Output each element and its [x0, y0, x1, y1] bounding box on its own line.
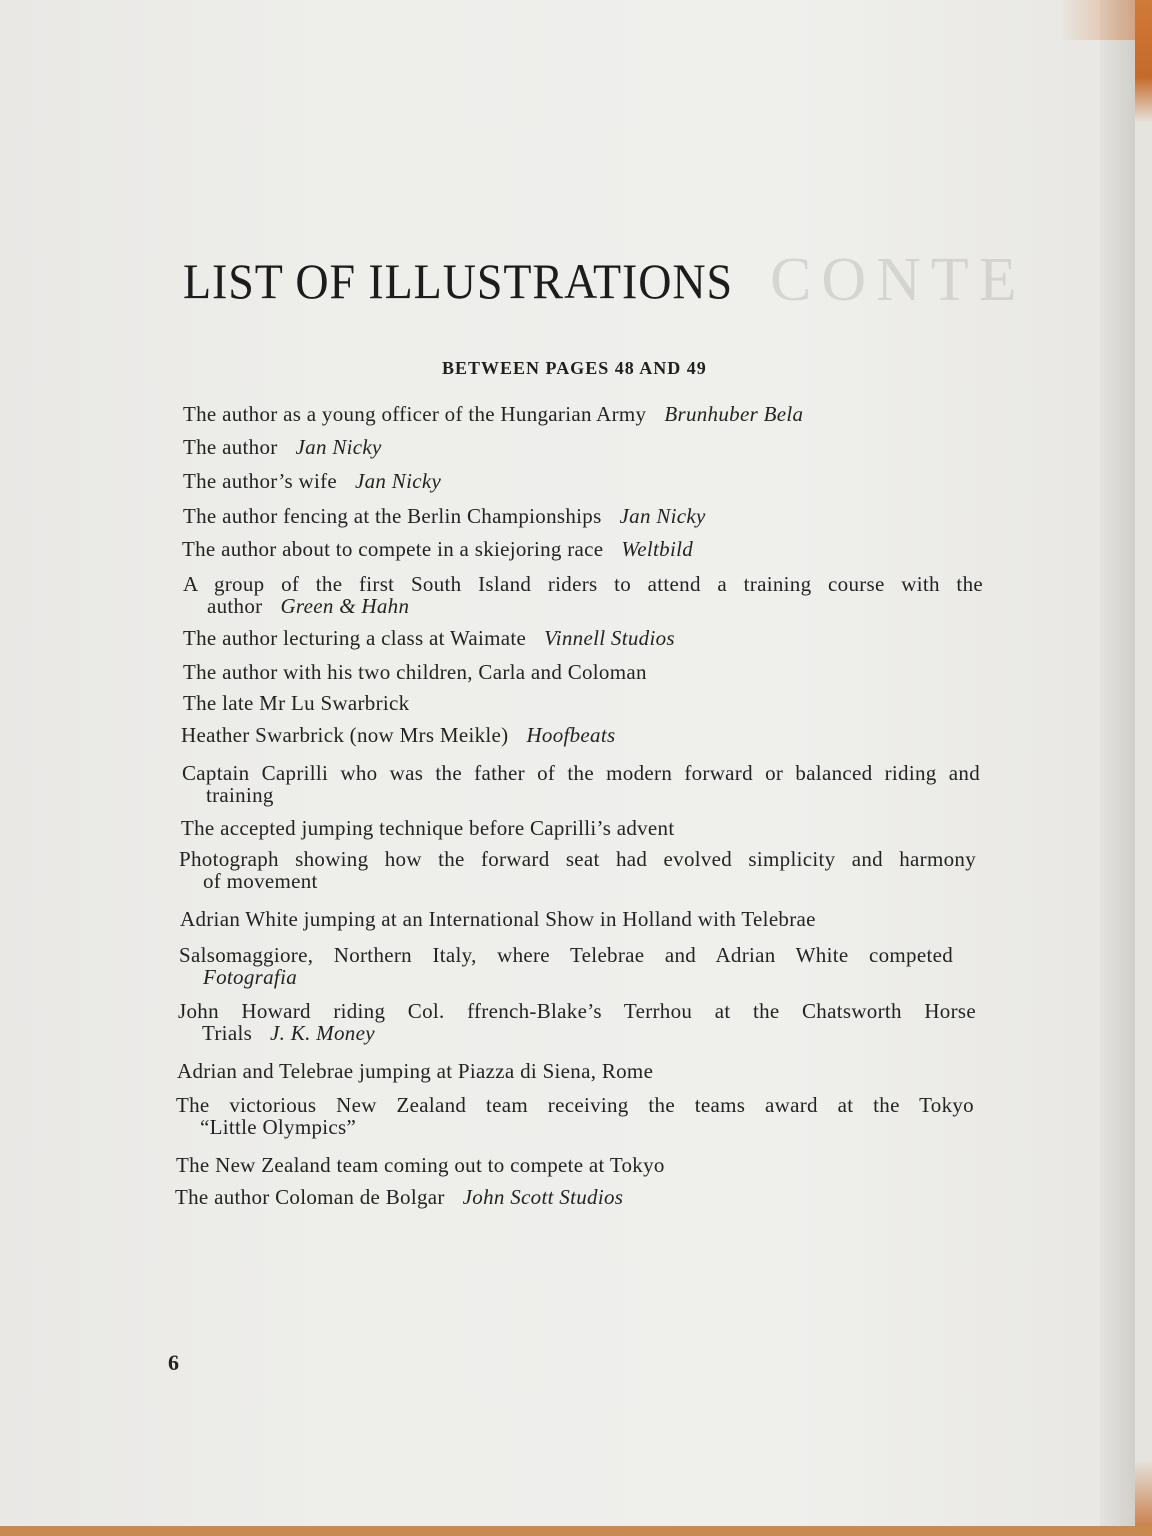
entry-credit: Vinnell Studios — [544, 626, 675, 650]
entry-text: The author fencing at the Berlin Championships — [183, 504, 602, 528]
entry-credit: Fotografia — [203, 965, 298, 989]
list-item — [183, 627, 675, 649]
entry-text: The author as a young officer of the Hungarian Army — [183, 402, 647, 426]
list-item — [176, 1094, 974, 1138]
list-item — [181, 724, 615, 746]
list-item — [183, 403, 803, 425]
show-through-text: CONTE — [770, 246, 1027, 314]
list-item — [175, 1186, 623, 1208]
page-number: 6 — [168, 1350, 179, 1375]
list-item — [182, 538, 693, 560]
book-cover-edge — [1135, 0, 1152, 1536]
entry-text-continuation: “Little Olympics” — [200, 1115, 357, 1139]
entry-credit: Green & Hahn — [280, 594, 410, 618]
list-item — [176, 1154, 665, 1176]
entry-text: Salsomaggiore, Northern Italy, where Telebrae and Adrian White competed — [179, 943, 953, 967]
entry-credit: Weltbild — [621, 537, 694, 561]
list-item — [181, 817, 675, 839]
list-item — [180, 908, 816, 930]
entry-text: Photograph showing how the forward seat had evolved simplicity and harmony — [179, 847, 976, 871]
entry-credit: John Scott Studios — [462, 1185, 624, 1209]
list-item — [183, 661, 647, 683]
book-cover-bottom — [0, 1526, 1152, 1536]
entry-text: The author about to compete in a skiejoring race — [182, 537, 604, 561]
entry-text: The author’s wife — [183, 469, 337, 493]
list-item — [183, 573, 983, 617]
entry-text: A group of the first South Island riders to attend a training course with the — [183, 572, 983, 596]
list-item — [183, 505, 706, 527]
entry-text: John Howard riding Col. ffrench-Blake’s Terrhou at the Chatsworth Horse — [178, 999, 976, 1023]
entry-text: Heather Swarbrick (now Mrs Meikle) — [181, 723, 509, 747]
entry-credit: Jan Nicky — [295, 435, 382, 459]
entry-text-continuation: training — [206, 783, 274, 807]
entry-text-continuation: Trials — [202, 1021, 253, 1045]
list-item — [183, 470, 441, 492]
entry-text: The victorious New Zealand team receiving the teams award at the Tokyo — [176, 1093, 974, 1117]
list-item — [179, 848, 976, 892]
entry-credit: J. K. Money — [270, 1021, 375, 1045]
entry-credit: Brunhuber Bela — [664, 402, 804, 426]
list-item — [183, 692, 409, 714]
entry-text: Adrian White jumping at an International Show in Holland with Telebrae — [180, 907, 816, 931]
entry-text: The author — [183, 435, 278, 459]
list-item — [179, 944, 953, 988]
entry-text: The accepted jumping technique before Caprilli’s advent — [181, 816, 675, 840]
entry-text-continuation: author — [207, 594, 263, 618]
entry-text: The author lecturing a class at Waimate — [183, 626, 527, 650]
entry-text: Adrian and Telebrae jumping at Piazza di Siena, Rome — [177, 1059, 654, 1083]
entry-credit: Jan Nicky — [619, 504, 706, 528]
entry-text: Captain Caprilli who was the father of the modern forward or balanced riding and — [182, 761, 980, 785]
entry-text: The author Coloman de Bolgar — [175, 1185, 445, 1209]
entry-credit: Hoofbeats — [526, 723, 616, 747]
entry-text: The author with his two children, Carla and Coloman — [183, 660, 647, 684]
list-item — [178, 1000, 976, 1044]
entry-text: The late Mr Lu Swarbrick — [183, 691, 410, 715]
entry-text: The New Zealand team coming out to compete at Tokyo — [176, 1153, 665, 1177]
section-heading: BETWEEN PAGES 48 AND 49 — [442, 358, 707, 378]
list-item — [183, 436, 382, 458]
list-item — [177, 1060, 653, 1082]
entry-text-continuation: of movement — [203, 869, 318, 893]
page-title: LIST OF ILLUSTRATIONS — [183, 253, 734, 309]
entry-credit: Jan Nicky — [355, 469, 442, 493]
list-item — [182, 762, 980, 806]
